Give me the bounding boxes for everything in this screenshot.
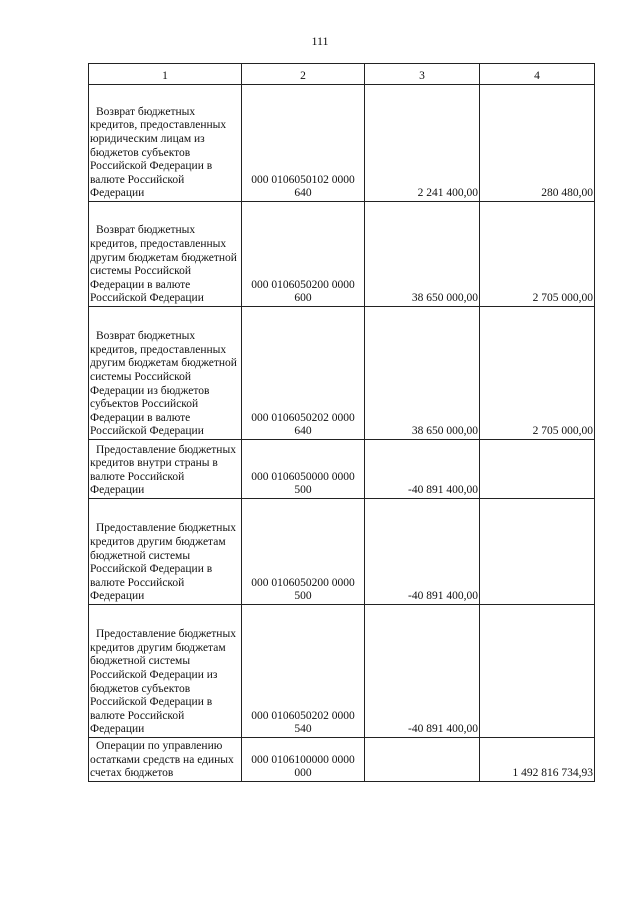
- header-col-1: 1: [89, 64, 242, 85]
- row-name: Предоставление бюджетных кредитов внутри страны в валюте Российской Федерации: [89, 440, 242, 499]
- header-col-2: 2: [242, 64, 365, 85]
- table-row: [89, 738, 595, 782]
- table-row: [89, 499, 595, 605]
- row-col4: 1 492 816 734,93: [480, 738, 595, 782]
- row-col4: [480, 440, 595, 499]
- row-code: 000 0106050200 0000 600: [242, 202, 365, 307]
- table-row: [89, 605, 595, 738]
- row-col3: -40 891 400,00: [365, 499, 480, 605]
- row-col4: [480, 499, 595, 605]
- row-col4: 2 705 000,00: [480, 307, 595, 440]
- row-col3: 38 650 000,00: [365, 307, 480, 440]
- row-code: 000 0106100000 0000 000: [242, 738, 365, 782]
- table-row: [89, 85, 595, 202]
- row-code: 000 0106050202 0000 640: [242, 307, 365, 440]
- row-col3: 38 650 000,00: [365, 202, 480, 307]
- row-code: 000 0106050202 0000 540: [242, 605, 365, 738]
- row-name: Возврат бюджетных кредитов, предоставленных другим бюджетам бюджетной системы Российской Федерации из бюджетов субъектов Российской Федерации в валюте Российской Федерации: [89, 307, 242, 440]
- row-col4: 2 705 000,00: [480, 202, 595, 307]
- budget-table: [88, 63, 595, 782]
- row-name: Возврат бюджетных кредитов, предоставленных юридическим лицам из бюджетов субъектов Российской Федерации в валюте Российской Федерации: [89, 85, 242, 202]
- header-col-4: 4: [480, 64, 595, 85]
- header-row: [89, 64, 595, 85]
- row-col3: -40 891 400,00: [365, 440, 480, 499]
- row-col3: -40 891 400,00: [365, 605, 480, 738]
- row-code: 000 0106050000 0000 500: [242, 440, 365, 499]
- table-row: [89, 307, 595, 440]
- row-name: Возврат бюджетных кредитов, предоставленных другим бюджетам бюджетной системы Российской Федерации в валюте Российской Федерации: [89, 202, 242, 307]
- row-code: 000 0106050102 0000 640: [242, 85, 365, 202]
- page-number: 111: [311, 34, 329, 48]
- table-row: [89, 202, 595, 307]
- row-col4: [480, 605, 595, 738]
- header-col-3: 3: [365, 64, 480, 85]
- row-code: 000 0106050200 0000 500: [242, 499, 365, 605]
- row-col3: 2 241 400,00: [365, 85, 480, 202]
- row-col4: 280 480,00: [480, 85, 595, 202]
- row-col3: [365, 738, 480, 782]
- row-name: Предоставление бюджетных кредитов другим бюджетам бюджетной системы Российской Федерации из бюджетов субъектов Российской Федерации в валюте Российской Федерации: [89, 605, 242, 738]
- row-name: Операции по управлению остатками средств на единых счетах бюджетов: [89, 738, 242, 782]
- table-row: [89, 440, 595, 499]
- row-name: Предоставление бюджетных кредитов другим бюджетам бюджетной системы Российской Федерации в валюте Российской Федерации: [89, 499, 242, 605]
